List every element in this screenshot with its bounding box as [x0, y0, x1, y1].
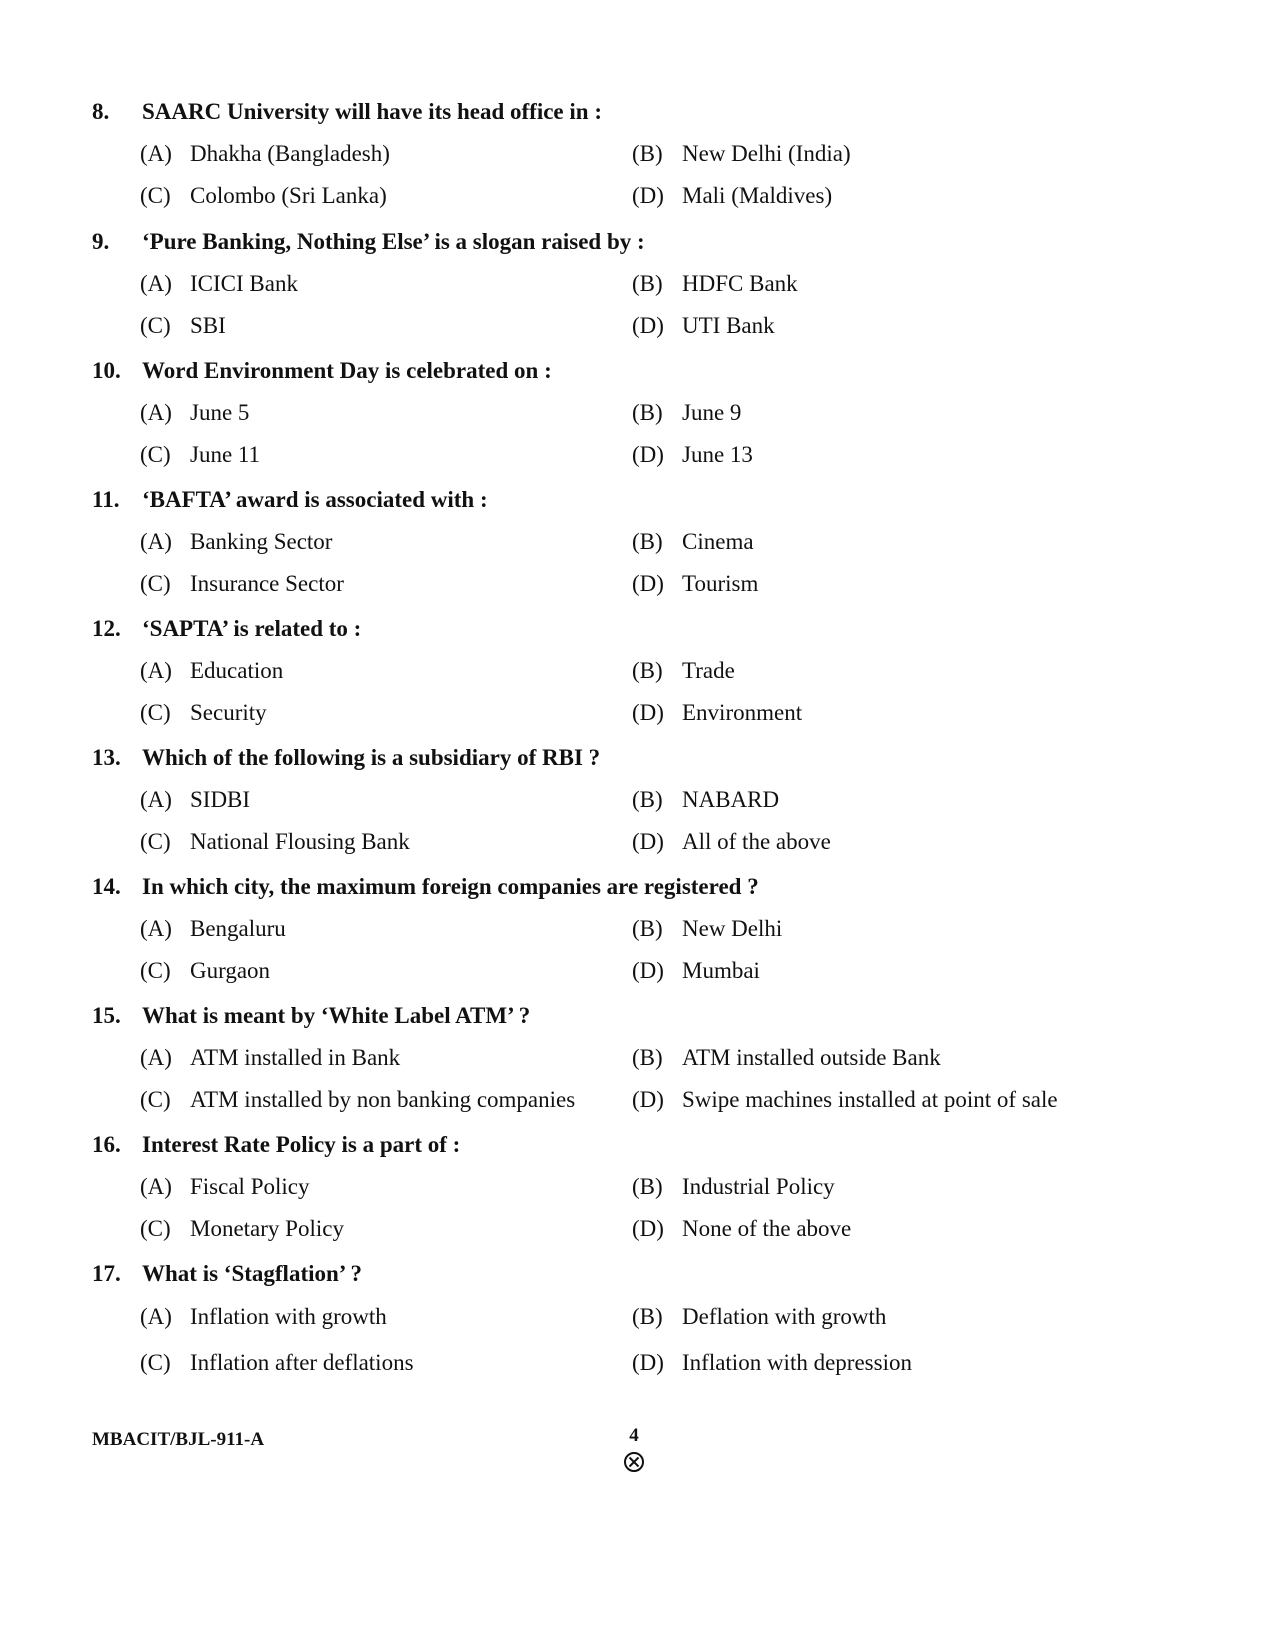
option-letter: (A): [140, 400, 172, 425]
option-letter: (C): [140, 442, 171, 467]
option-text: SIDBI: [190, 787, 251, 812]
option-letter: (C): [140, 700, 171, 725]
option-d: [632, 569, 758, 599]
option-text: Monetary Policy: [190, 1216, 344, 1241]
option-text: June 11: [190, 442, 261, 467]
option-text: Mali (Maldives): [682, 183, 833, 208]
option-letter: (D): [632, 1350, 664, 1375]
option-text: New Delhi (India): [682, 141, 851, 166]
option-text: Insurance Sector: [190, 571, 344, 596]
option-text: Environment: [682, 700, 803, 725]
option-text: Tourism: [682, 571, 759, 596]
option-letter: (B): [632, 529, 663, 554]
option-a: [140, 785, 250, 815]
option-a: [140, 1172, 309, 1202]
option-letter: (B): [632, 1045, 663, 1070]
option-text: Swipe machines installed at point of sale: [682, 1087, 1058, 1112]
option-letter: (B): [632, 141, 663, 166]
question-number: 10.: [92, 358, 121, 383]
option-text: ATM installed by non banking companies: [190, 1087, 576, 1112]
option-d: [632, 698, 802, 728]
option-a: [140, 398, 249, 428]
option-b: [632, 1302, 886, 1332]
option-text: Inflation after deflations: [190, 1350, 414, 1375]
question-text: Word Environment Day is celebrated on :: [142, 358, 552, 383]
page-number: 4: [629, 1425, 639, 1446]
question-text: What is ‘Stagflation’ ?: [142, 1261, 362, 1286]
question-number: 13.: [92, 745, 121, 770]
option-text: Trade: [682, 658, 735, 683]
option-letter: (D): [632, 958, 664, 983]
option-text: All of the above: [682, 829, 831, 854]
option-letter: (D): [632, 442, 664, 467]
option-letter: (A): [140, 916, 172, 941]
option-letter: (B): [632, 658, 663, 683]
option-letter: (D): [632, 700, 664, 725]
option-text: Fiscal Policy: [190, 1174, 310, 1199]
option-b: [632, 656, 735, 686]
question-text: ‘Pure Banking, Nothing Else’ is a slogan raised by :: [142, 229, 645, 254]
circled-times-icon: [622, 1450, 646, 1474]
option-text: Security: [190, 700, 267, 725]
option-c: [140, 181, 387, 211]
option-text: Industrial Policy: [682, 1174, 835, 1199]
question-number: 16.: [92, 1132, 121, 1157]
question-text: ‘BAFTA’ award is associated with :: [142, 487, 488, 512]
question-text: SAARC University will have its head office in :: [142, 99, 602, 124]
option-text: Inflation with depression: [682, 1350, 912, 1375]
option-c: [140, 1085, 575, 1115]
option-letter: (C): [140, 1087, 171, 1112]
question-heading: [92, 1130, 460, 1160]
option-text: Gurgaon: [190, 958, 271, 983]
option-letter: (A): [140, 787, 172, 812]
question-heading: [92, 1259, 362, 1289]
option-text: HDFC Bank: [682, 271, 798, 296]
option-text: Colombo (Sri Lanka): [190, 183, 387, 208]
option-letter: (B): [632, 916, 663, 941]
option-letter: (C): [140, 829, 171, 854]
option-letter: (A): [140, 529, 172, 554]
option-letter: (A): [140, 658, 172, 683]
option-c: [140, 311, 226, 341]
option-d: [632, 181, 832, 211]
option-letter: (B): [632, 1174, 663, 1199]
option-letter: (D): [632, 571, 664, 596]
option-letter: (D): [632, 829, 664, 854]
option-letter: (B): [632, 1304, 663, 1329]
option-letter: (C): [140, 958, 171, 983]
option-text: UTI Bank: [682, 313, 775, 338]
option-b: [632, 139, 851, 169]
question-number: 14.: [92, 874, 121, 899]
option-text: ATM installed in Bank: [190, 1045, 401, 1070]
option-letter: (D): [632, 1087, 664, 1112]
option-text: National Flousing Bank: [190, 829, 410, 854]
option-text: NABARD: [682, 787, 780, 812]
option-letter: (C): [140, 1216, 171, 1241]
option-letter: (C): [140, 571, 171, 596]
question-heading: [92, 356, 552, 386]
question-number: 11.: [92, 487, 120, 512]
option-d: [632, 1348, 912, 1378]
option-d: [632, 956, 760, 986]
option-letter: (A): [140, 141, 172, 166]
option-a: [140, 139, 390, 169]
question-number: 15.: [92, 1003, 121, 1028]
option-text: SBI: [190, 313, 226, 338]
option-c: [140, 956, 270, 986]
option-text: June 13: [682, 442, 753, 467]
question-number: 9.: [92, 229, 110, 254]
question-text: Interest Rate Policy is a part of :: [142, 1132, 461, 1157]
option-d: [632, 311, 775, 341]
option-text: ICICI Bank: [190, 271, 298, 296]
option-b: [632, 398, 741, 428]
question-heading: [92, 872, 759, 902]
question-heading: [92, 743, 600, 773]
question-heading: [92, 614, 361, 644]
option-letter: (C): [140, 313, 171, 338]
option-text: None of the above: [682, 1216, 852, 1241]
question-number: 12.: [92, 616, 121, 641]
option-letter: (D): [632, 1216, 664, 1241]
question-text: Which of the following is a subsidiary of RBI ?: [142, 745, 601, 770]
question-number: 17.: [92, 1261, 121, 1286]
question-heading: [92, 1001, 530, 1031]
option-letter: (A): [140, 1174, 172, 1199]
option-a: [140, 1043, 400, 1073]
option-letter: (B): [632, 271, 663, 296]
option-text: ATM installed outside Bank: [682, 1045, 941, 1070]
option-b: [632, 1172, 835, 1202]
question-text: ‘SAPTA’ is related to :: [142, 616, 362, 641]
question-text: What is meant by ‘White Label ATM’ ?: [142, 1003, 531, 1028]
option-d: [632, 827, 831, 857]
question-number: 8.: [92, 99, 110, 124]
option-c: [140, 827, 410, 857]
option-text: June 9: [682, 400, 742, 425]
option-letter: (C): [140, 1350, 171, 1375]
option-text: New Delhi: [682, 916, 783, 941]
option-text: Banking Sector: [190, 529, 333, 554]
option-d: [632, 1085, 1058, 1115]
option-c: [140, 698, 267, 728]
option-letter: (A): [140, 1304, 172, 1329]
paper-code: MBACIT/BJL-911-A: [92, 1429, 265, 1450]
option-c: [140, 569, 344, 599]
option-letter: (A): [140, 271, 172, 296]
option-text: Inflation with growth: [190, 1304, 387, 1329]
option-b: [632, 914, 782, 944]
question-heading: [92, 97, 602, 127]
option-d: [632, 440, 753, 470]
option-text: Education: [190, 658, 284, 683]
option-letter: (A): [140, 1045, 172, 1070]
option-b: [632, 785, 779, 815]
option-text: Cinema: [682, 529, 754, 554]
option-b: [632, 269, 798, 299]
question-heading: [92, 227, 645, 257]
option-c: [140, 1214, 344, 1244]
option-c: [140, 440, 260, 470]
option-a: [140, 656, 283, 686]
option-b: [632, 1043, 941, 1073]
option-letter: (D): [632, 313, 664, 338]
option-letter: (B): [632, 787, 663, 812]
option-letter: (B): [632, 400, 663, 425]
option-c: [140, 1348, 414, 1378]
option-text: Deflation with growth: [682, 1304, 887, 1329]
option-b: [632, 527, 754, 557]
option-a: [140, 527, 332, 557]
option-letter: (D): [632, 183, 664, 208]
option-a: [140, 1302, 387, 1332]
question-heading: [92, 485, 488, 515]
option-text: Dhakha (Bangladesh): [190, 141, 390, 166]
option-text: June 5: [190, 400, 250, 425]
option-text: Mumbai: [682, 958, 760, 983]
option-a: [140, 914, 286, 944]
option-d: [632, 1214, 851, 1244]
option-a: [140, 269, 298, 299]
option-text: Bengaluru: [190, 916, 286, 941]
option-letter: (C): [140, 183, 171, 208]
question-text: In which city, the maximum foreign companies are registered ?: [142, 874, 759, 899]
